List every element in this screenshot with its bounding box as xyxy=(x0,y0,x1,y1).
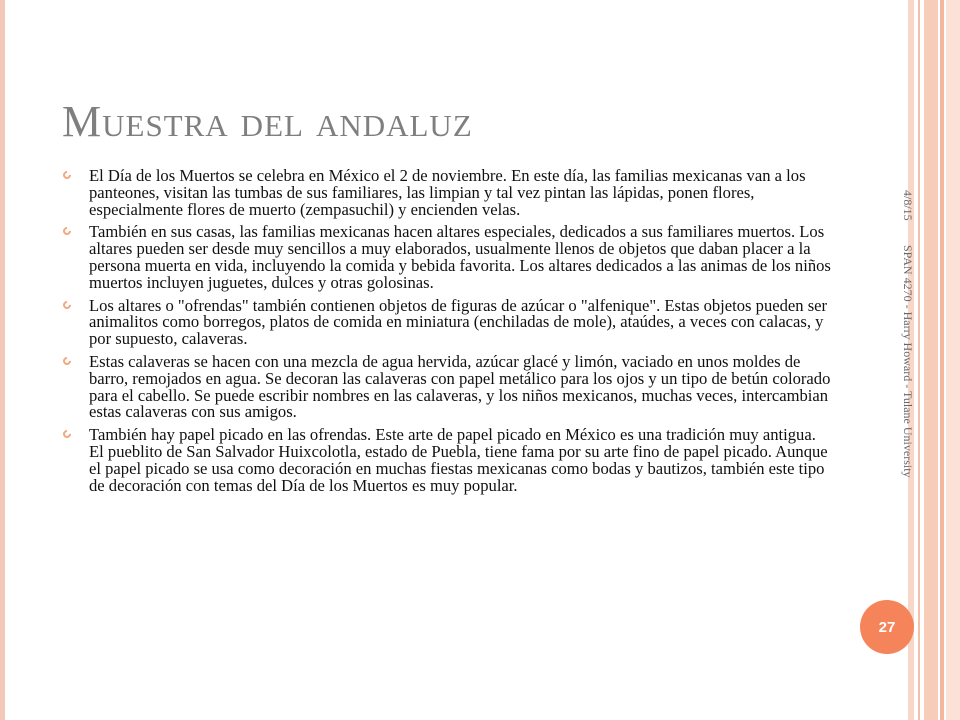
list-item xyxy=(63,224,833,291)
bullet-text: Los altares o "ofrendas" también contienen objetos de figuras de azúcar o "alfenique". Estas objetos pueden ser animalitos como borregos, platos de comida en miniatura (enchiladas de mole), ataúdes, a veces con calacas, y por supuesto, calaveras. xyxy=(89,295,828,349)
slide-footer: SPAN 4270 - Harry Howard - Tulane University xyxy=(901,245,915,478)
bullet-icon xyxy=(61,428,72,439)
right-stripe-decoration xyxy=(908,0,960,720)
bullet-text: También hay papel picado en las ofrendas. Este arte de papel picado en México es una tradición muy antigua. El pueblito de San Salvador Huixcolotla, estado de Puebla, tiene fama por su arte fino de papel picado. Aunque el papel picado se usa como decoración en muchas fiestas mexicanas como bodas y bautizos, también este tipo de decoración con temas del Día de los Muertos es muy popular. xyxy=(89,425,828,495)
bullet-icon xyxy=(61,226,72,237)
bullet-text: También en sus casas, las familias mexicanas hacen altares especiales, dedicados a sus familiares muertos. Los altares pueden ser desde muy sencillos a muy elaborados, usualmente llenos de objetos que daban placer a la persona muerta en vida, incluyendo la comida y bebida favorita. Los altares dedicados a las animas de los niños muertos incluyen juguetes, dulces y otras golosinas. xyxy=(89,222,831,292)
list-item xyxy=(63,168,833,218)
bullet-icon xyxy=(61,299,72,310)
bullet-list xyxy=(63,168,833,500)
bullet-icon xyxy=(61,355,72,366)
list-item xyxy=(63,427,833,494)
page-number: 27 xyxy=(878,618,896,636)
page-number-badge xyxy=(860,600,914,654)
bullet-icon xyxy=(61,169,72,180)
slide-date: 4/8/15 xyxy=(901,190,915,221)
bullet-text: El Día de los Muertos se celebra en México el 2 de noviembre. En este día, las familias mexicanas van a los panteones, visitan las tumbas de sus familiares, las limpian y tal vez pintan las lápidas, ponen flores, especialmente flores de muerto (zempasuchil) y encienden velas. xyxy=(89,166,806,219)
left-border-decoration xyxy=(0,0,5,720)
list-item xyxy=(63,295,833,349)
slide-title: Muestra del andaluz xyxy=(62,97,473,146)
list-item xyxy=(63,351,833,422)
bullet-text: Estas calaveras se hacen con una mezcla de agua hervida, azúcar glacé y limón, vaciado en unos moldes de barro, remojados en agua. Se decoran las calaveras con papel metálico para los ojos y un tipo de betún colorado para el cabello. Se puede escribir nombres en las calaveras, y los niños mexicanos, muchas veces, intercambian estas calaveras con sus amigos. xyxy=(89,351,831,422)
